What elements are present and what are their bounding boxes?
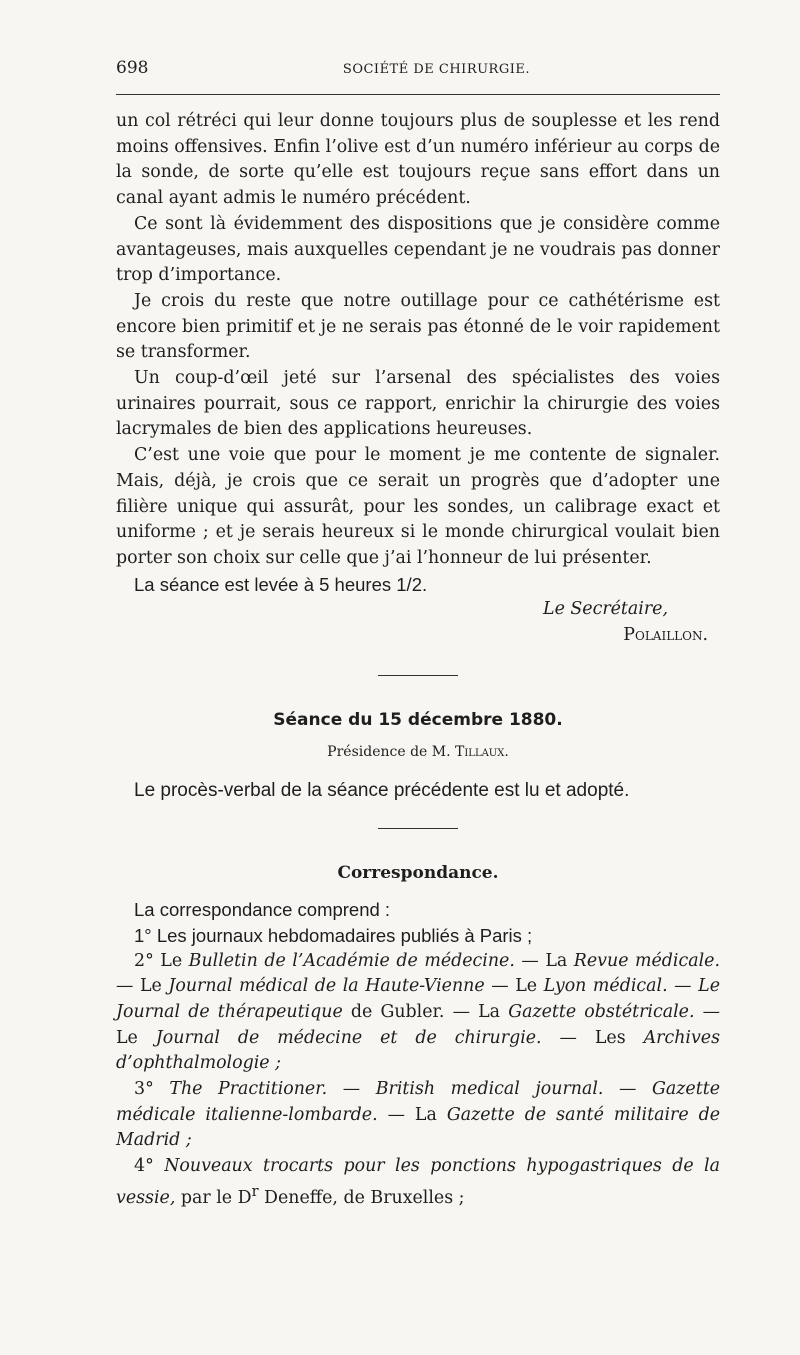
journal-title: — Le Journal de thérapeutique bbox=[116, 976, 720, 1022]
text-run: 2° Le bbox=[134, 950, 189, 971]
proces-verbal: Le procès-verbal de la séance précédente est lu et adopté. bbox=[134, 779, 630, 801]
presidence-prefix: Présidence de M. bbox=[327, 743, 451, 760]
journal-title: Lyon médical. bbox=[543, 976, 668, 997]
journal-title: Gazette de santé militaire de Madrid ; bbox=[116, 1104, 720, 1151]
work-title: Nouveaux trocarts pour les ponctions hypogastriques de la vessie, bbox=[116, 1156, 720, 1208]
correspondance-list bbox=[116, 897, 720, 1211]
text-run: — Le bbox=[116, 976, 169, 997]
text-run: de Gubler. — La bbox=[342, 1001, 509, 1022]
list-item bbox=[116, 1077, 720, 1154]
signature-name: Polaillon. bbox=[623, 625, 708, 646]
continuation-text bbox=[116, 109, 720, 597]
page-header bbox=[116, 58, 720, 95]
text-run: — La bbox=[514, 950, 574, 971]
list-item bbox=[116, 949, 720, 1078]
journal-title: Gazette obstétricale. bbox=[508, 1001, 695, 1022]
text-run: 4° bbox=[134, 1156, 165, 1177]
text-run: Deneffe, de Bruxelles ; bbox=[258, 1187, 465, 1208]
list-item: 1° Les journaux hebdomadaires publiés à Paris ; bbox=[134, 924, 533, 946]
superscript: r bbox=[251, 1183, 259, 1200]
journal-title: Archives d’ophthalmologie ; bbox=[116, 1027, 720, 1074]
journal-title: The Practitioner. — British medical journal. — Gazette médicale italienne-lombarde. bbox=[116, 1079, 720, 1125]
journal-title: Revue médicale. bbox=[573, 950, 720, 971]
section-divider bbox=[378, 828, 458, 829]
paragraph: Un coup-d’œil jeté sur l’arsenal des spécialistes des voies urinaires pourrait, sous ce rapport, enrichir la chirurgie des voies lacrymales de bien des applications heureuses. bbox=[116, 368, 720, 440]
page-number: 698 bbox=[116, 58, 149, 78]
text-run: — Le bbox=[484, 976, 544, 997]
paragraph: Ce sont là évidemment des dispositions que je considère comme avantageuses, mais auxquelles cependant je ne voudrais pas donner trop d’importance. bbox=[116, 213, 720, 286]
journal-title: Journal de médecine et de chirurgie. bbox=[155, 1027, 542, 1048]
running-title: SOCIÉTÉ DE CHIRURGIE. bbox=[342, 62, 530, 77]
paragraph: Je crois du reste que notre outillage pour ce cathétérisme est encore bien primitif et je ne serais pas étonné de le voir rapidement se transformer. bbox=[116, 290, 720, 363]
correspondance-intro: La correspondance comprend : bbox=[134, 899, 391, 921]
text-run: 3° bbox=[134, 1079, 170, 1100]
text-run: — Les bbox=[541, 1027, 644, 1048]
paragraph: un col rétréci qui leur donne toujours plus de souplesse et les rend moins offensives. Enfin l’olive est d’un numéro inférieur au corps de la sonde, de sorte qu’elle est toujours reçue sans effort dans un canal ayant admis le numéro précédent. bbox=[116, 111, 720, 209]
president-name: Tillaux. bbox=[455, 743, 509, 760]
list-item bbox=[116, 1154, 720, 1211]
closing-line: La séance est levée à 5 heures 1/2. bbox=[134, 573, 428, 595]
correspondance-title: Correspondance. bbox=[337, 863, 499, 884]
seance-title: Séance du 15 décembre 1880. bbox=[273, 709, 563, 730]
journal-title: Journal médical de la Haute-Vienne bbox=[168, 976, 485, 997]
section-divider bbox=[378, 675, 458, 676]
text-run: — Le bbox=[116, 1001, 720, 1048]
text-run: — La bbox=[377, 1104, 447, 1125]
paragraph: C’est une voie que pour le moment je me contente de signaler. Mais, déjà, je crois que ce serait un progrès que d’adopter une filière unique qui assurât, pour les sondes, un calibrage exact et uniforme ; et je serais heureux si le monde chirurgical voulait bien porter son choix sur celle que j’ai l’honneur de lui présenter. bbox=[116, 445, 720, 568]
signature-role: Le Secrétaire, bbox=[543, 599, 668, 620]
journal-title: Bulletin de l’Académie de médecine. bbox=[188, 950, 515, 971]
document-page bbox=[116, 58, 720, 1211]
text-run: par le D bbox=[175, 1187, 252, 1208]
presidence-line bbox=[116, 744, 720, 760]
